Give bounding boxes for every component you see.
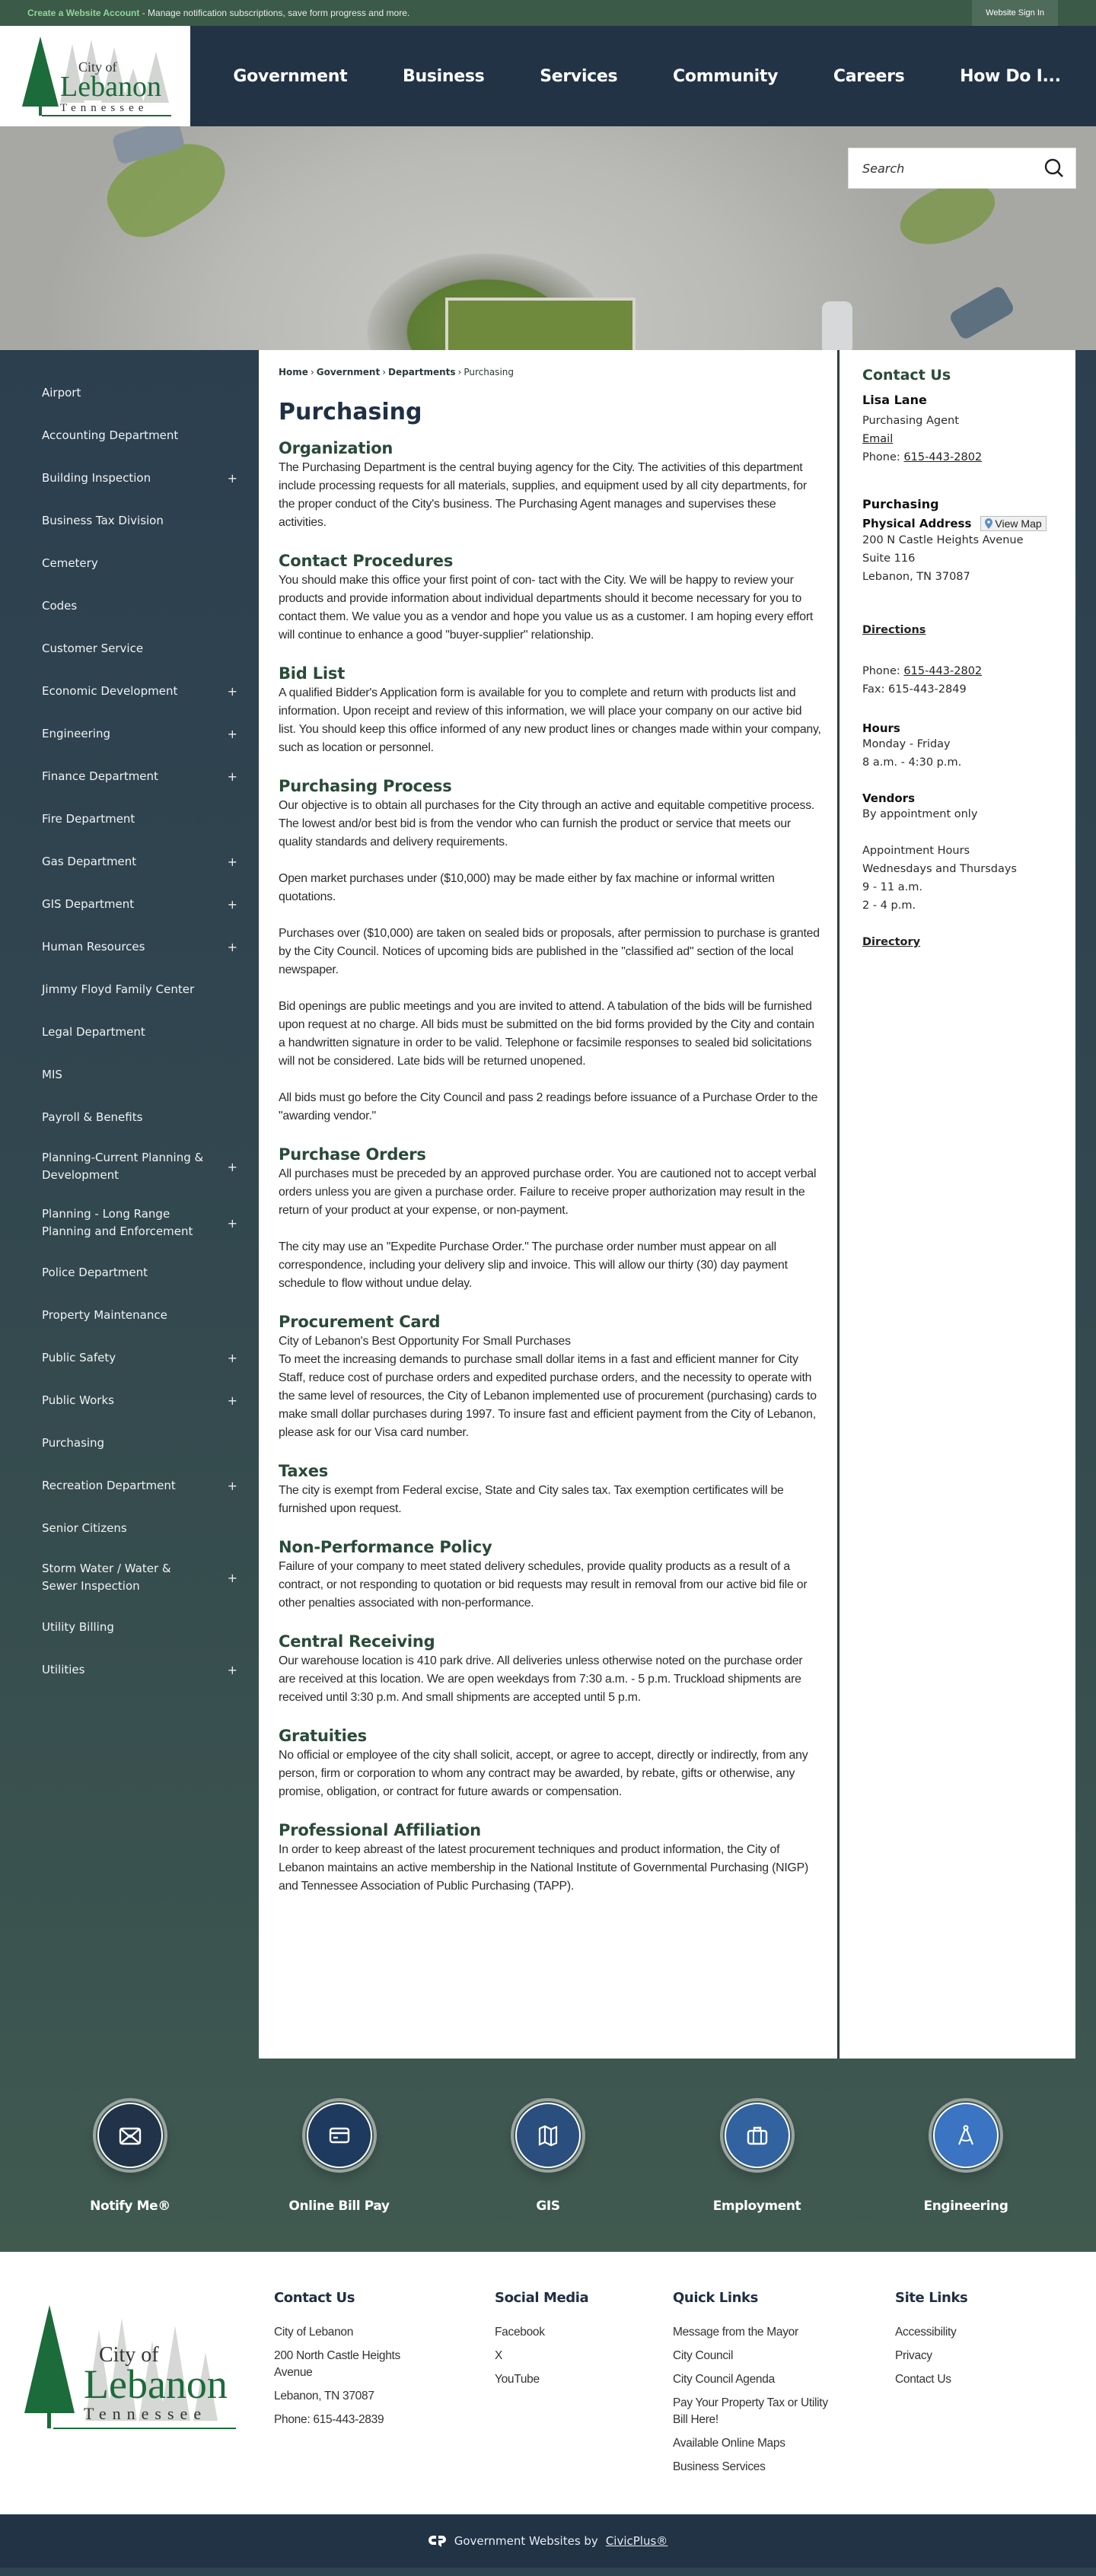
expand-plus-icon[interactable]: + bbox=[227, 1350, 237, 1365]
sidebar-item-mis[interactable] bbox=[0, 1053, 259, 1096]
department-fax: Fax: 615-443-2849 bbox=[862, 683, 967, 696]
quicklink-engineering[interactable]: Engineering bbox=[909, 2098, 1023, 2214]
department-phone: Phone: 615-443-2802 bbox=[862, 665, 983, 677]
top-utility-bar bbox=[0, 0, 1096, 26]
sidebar-item-planning-current-planning-development[interactable] bbox=[0, 1138, 259, 1195]
sidebar-item-label: Building Inspection bbox=[42, 470, 151, 485]
section-heading: Procurement Card bbox=[279, 1313, 441, 1331]
section-paragraph: Bid openings are public meetings and you are invited to attend. A tabulation of the bids will be furnished upon request at no charge. All bids must be submitted on the bid forms provided by the City and contain a handwritten signature in order to be valid. Telephone or facsimile responses to sealed bid solicitations will not be considered. Late bids will be returned unopened. bbox=[279, 1000, 814, 1068]
expand-plus-icon[interactable]: + bbox=[227, 939, 237, 954]
section-contact-procedures bbox=[279, 552, 821, 645]
sidebar-item-purchasing[interactable] bbox=[0, 1422, 259, 1464]
sidebar-item-label: Police Department bbox=[42, 1265, 148, 1279]
section-paragraph: Failure of your company to meet stated delivery schedules, provide quality products as a result of a contract, or not responding to quotation or bid requests may result in removal from our active bid file or other penalties associated with non-performance. bbox=[279, 1560, 808, 1610]
section-professional-affiliation bbox=[279, 1821, 821, 1896]
main-wrapper bbox=[0, 350, 1096, 2252]
department-sidebar bbox=[0, 350, 259, 1706]
sidebar-item-label: Utilities bbox=[42, 1662, 85, 1676]
address-line: Suite 116 bbox=[862, 552, 916, 565]
sidebar-item-label: Airport bbox=[42, 385, 81, 400]
section-paragraph: Open market purchases under ($10,000) may be made either by fax machine or informal written quotations. bbox=[279, 872, 775, 903]
sidebar-item-label: Human Resources bbox=[42, 939, 145, 954]
sidebar-item-business-tax-division[interactable] bbox=[0, 499, 259, 542]
expand-plus-icon[interactable]: + bbox=[227, 1215, 237, 1231]
section-non-performance-policy bbox=[279, 1538, 821, 1613]
vendors-title: Vendors bbox=[862, 791, 916, 805]
section-heading: Bid List bbox=[279, 664, 346, 683]
nav-community[interactable]: Community bbox=[673, 66, 779, 86]
footer-link-accessibility[interactable]: Accessibility bbox=[895, 2326, 957, 2339]
sidebar-item-label: Public Safety bbox=[42, 1350, 116, 1364]
sign-in-button[interactable]: Website Sign In bbox=[972, 0, 1058, 26]
sidebar-item-airport[interactable] bbox=[0, 371, 259, 414]
sidebar-item-customer-service[interactable] bbox=[0, 627, 259, 670]
civicplus-link[interactable]: CivicPlus® bbox=[605, 2534, 668, 2548]
section-purchase-orders bbox=[279, 1145, 821, 1293]
map-icon bbox=[535, 2122, 561, 2148]
sidebar-item-accounting-department[interactable] bbox=[0, 414, 259, 457]
physical-address-label: Physical Address bbox=[862, 517, 972, 530]
section-subheading: City of Lebanon's Best Opportunity For Small Purchases bbox=[279, 1335, 571, 1348]
expand-plus-icon[interactable]: + bbox=[227, 726, 237, 741]
sidebar-item-engineering[interactable] bbox=[0, 712, 259, 755]
footer-link-city-council[interactable]: City Council bbox=[673, 2349, 734, 2362]
contact-email-link[interactable]: Email bbox=[862, 433, 894, 445]
footer-link-online-maps[interactable]: Available Online Maps bbox=[673, 2437, 785, 2450]
svg-text:Lebanon: Lebanon bbox=[60, 71, 161, 103]
sidebar-item-utilities[interactable] bbox=[0, 1648, 259, 1691]
hero-decor bbox=[445, 298, 636, 350]
search-bar bbox=[848, 148, 1076, 189]
sidebar-item-label: Planning - Long Range Planning and Enforcement bbox=[42, 1207, 193, 1238]
expand-plus-icon[interactable]: + bbox=[227, 470, 237, 486]
social-x-link[interactable]: X bbox=[495, 2349, 503, 2362]
page-title: Purchasing bbox=[279, 399, 422, 425]
page-content bbox=[259, 350, 837, 2059]
quicklink-employment[interactable]: Employment bbox=[700, 2098, 814, 2214]
expand-plus-icon[interactable]: + bbox=[227, 1159, 237, 1174]
account-promo-text: - Manage notification subscriptions, save form progress and more. bbox=[139, 8, 410, 18]
envelope-icon bbox=[117, 2122, 143, 2148]
nav-careers[interactable]: Careers bbox=[833, 66, 905, 86]
section-paragraph: The Purchasing Department is the central buying agency for the City. The activities of this department include processing requests for all materials, supplies, and equipment used by all city departments, for the proper conduct of the City's business. The Purchasing Agent manages and supervises these activities. bbox=[279, 461, 807, 529]
footer-link-privacy[interactable]: Privacy bbox=[895, 2349, 932, 2362]
pine-tree-icon bbox=[15, 2299, 236, 2436]
hero-decor bbox=[948, 285, 1015, 342]
site-header bbox=[0, 26, 1096, 126]
directions-link[interactable]: Directions bbox=[862, 624, 926, 636]
footer-social: Social Media Facebook X YouTube bbox=[495, 2290, 673, 2484]
civicplus-logo-icon bbox=[429, 2534, 447, 2548]
map-pin-icon bbox=[985, 518, 992, 529]
section-heading: Taxes bbox=[279, 1462, 329, 1480]
briefcase-icon bbox=[744, 2122, 770, 2148]
svg-text:Tennessee: Tennessee bbox=[84, 2404, 208, 2423]
sidebar-item-fire-department[interactable] bbox=[0, 798, 259, 840]
hero-decor bbox=[822, 301, 852, 350]
sidebar-item-label: Payroll & Benefits bbox=[42, 1110, 143, 1124]
account-promo bbox=[27, 8, 409, 18]
social-youtube-link[interactable]: YouTube bbox=[495, 2373, 540, 2386]
quicklink-notify-me[interactable]: Notify Me® bbox=[73, 2098, 187, 2214]
sidebar-item-label: Storm Water / Water & Sewer Inspection bbox=[42, 1562, 171, 1593]
sidebar-item-label: Planning-Current Planning & Development bbox=[42, 1151, 204, 1182]
section-paragraph: To meet the increasing demands to purchase small dollar items in a fast and efficient manner for City Staff, reduce cost of purchase orders and expedited purchase orders, and the necessity to operate with the same level of resources, the City of Lebanon implemented use of procurement (purchasing) cards to make small dollar purchases during 1997. To insure fast and efficient payment from the City of Lebanon, please ask for our Visa card number. bbox=[279, 1353, 817, 1439]
create-account-link[interactable]: Create a Website Account bbox=[27, 8, 140, 18]
sidebar-item-label: Finance Department bbox=[42, 769, 158, 783]
section-heading: Purchase Orders bbox=[279, 1145, 426, 1164]
sidebar-item-payroll-benefits[interactable] bbox=[0, 1096, 259, 1138]
sidebar-item-label: Utility Billing bbox=[42, 1619, 114, 1634]
sidebar-item-label: MIS bbox=[42, 1067, 62, 1081]
sidebar-item-label: Recreation Department bbox=[42, 1478, 176, 1492]
hours-line: 8 a.m. - 4:30 p.m. bbox=[862, 756, 962, 769]
section-procurement-card bbox=[279, 1313, 821, 1442]
section-heading: Contact Procedures bbox=[279, 552, 454, 570]
department-name: Purchasing bbox=[862, 497, 939, 511]
sidebar-item-jimmy-floyd-family-center[interactable] bbox=[0, 968, 259, 1011]
expand-plus-icon[interactable]: + bbox=[227, 1393, 237, 1408]
section-paragraph: A qualified Bidder's Application form is available for you to complete and return with products list and information. Upon receipt and review of this information, we will place your company on our active bid list. You should keep this office informed of any new product lines or changes made within your company, such as location or personnel. bbox=[279, 686, 821, 754]
nav-business[interactable]: Business bbox=[403, 66, 485, 86]
section-paragraph: The city is exempt from Federal excise, State and City sales tax. Tax exemption certificates will be furnished upon request. bbox=[279, 1484, 784, 1515]
credit-bar: Government Websites by CivicPlus® bbox=[0, 2514, 1096, 2568]
contact-sidebar bbox=[837, 350, 1075, 2059]
sidebar-item-label: Fire Department bbox=[42, 811, 135, 826]
sidebar-item-utility-billing[interactable] bbox=[0, 1606, 259, 1648]
site-footer bbox=[0, 2252, 1096, 2514]
appointment-line: 9 - 11 a.m. bbox=[862, 881, 922, 893]
search-input[interactable] bbox=[862, 161, 1043, 176]
section-heading: Non-Performance Policy bbox=[279, 1538, 492, 1556]
sidebar-item-public-safety[interactable] bbox=[0, 1336, 259, 1379]
quicklink-online-bill-pay[interactable]: Online Bill Pay bbox=[282, 2098, 397, 2214]
expand-plus-icon[interactable]: + bbox=[227, 769, 237, 784]
section-heading: Gratuities bbox=[279, 1727, 367, 1745]
expand-plus-icon[interactable]: + bbox=[227, 683, 237, 699]
section-paragraph: The city may use an "Expedite Purchase Order." The purchase order number must appear on all correspondence, including your delivery slip and invoice. This will allow our thirty (30) day payment schedule to flow without undue delay. bbox=[279, 1240, 788, 1290]
quick-links-bar bbox=[0, 2059, 1096, 2252]
breadcrumb: Home › Government › Departments › Purchasing bbox=[279, 367, 514, 377]
main-content-area bbox=[0, 350, 1096, 2059]
content-sections bbox=[279, 439, 821, 1896]
svg-text:City of: City of bbox=[78, 59, 117, 75]
search-icon[interactable] bbox=[1043, 158, 1065, 179]
sidebar-item-legal-department[interactable] bbox=[0, 1011, 259, 1053]
sidebar-item-label: Codes bbox=[42, 598, 78, 613]
city-logo[interactable] bbox=[0, 26, 190, 126]
footer-quick-links: Quick Links Message from the Mayor City Council City Council Agenda Pay Your Property Tax or Utility Bill Here! Available Online Maps Business Services bbox=[673, 2290, 895, 2484]
sidebar-item-recreation-department[interactable] bbox=[0, 1464, 259, 1507]
sidebar-item-label: Senior Citizens bbox=[42, 1520, 127, 1535]
credit-card-icon bbox=[327, 2122, 352, 2148]
footer-link-council-agenda[interactable]: City Council Agenda bbox=[673, 2373, 775, 2386]
sidebar-item-police-department[interactable] bbox=[0, 1251, 259, 1294]
sidebar-item-label: Economic Development bbox=[42, 683, 178, 698]
section-organization bbox=[279, 439, 821, 532]
sidebar-item-gis-department[interactable] bbox=[0, 883, 259, 925]
section-gratuities bbox=[279, 1727, 821, 1801]
compass-icon bbox=[953, 2122, 979, 2148]
sidebar-item-cemetery[interactable] bbox=[0, 542, 259, 584]
pine-tree-icon bbox=[11, 30, 179, 122]
sidebar-item-human-resources[interactable] bbox=[0, 925, 259, 968]
footer-site-links: Site Links Accessibility Privacy Contact Us bbox=[895, 2290, 967, 2484]
sidebar-item-label: Customer Service bbox=[42, 641, 144, 655]
expand-plus-icon[interactable]: + bbox=[227, 854, 237, 869]
sidebar-item-label: Business Tax Division bbox=[42, 513, 164, 527]
sidebar-item-senior-citizens[interactable] bbox=[0, 1507, 259, 1549]
sidebar-item-planning-long-range-planning-and-enforcement[interactable] bbox=[0, 1195, 259, 1251]
footer-link-pay-tax[interactable]: Pay Your Property Tax or Utility Bill Here! bbox=[673, 2396, 828, 2426]
directory-link[interactable]: Directory bbox=[862, 936, 921, 948]
address-line: 200 N Castle Heights Avenue bbox=[862, 534, 1024, 546]
nav-how-do-i[interactable]: How Do I... bbox=[960, 66, 1061, 86]
section-purchasing-process bbox=[279, 777, 821, 1126]
footer-logo[interactable] bbox=[15, 2299, 236, 2436]
section-central-receiving bbox=[279, 1632, 821, 1707]
expand-plus-icon[interactable]: + bbox=[227, 1570, 237, 1585]
sidebar-item-label: Legal Department bbox=[42, 1024, 145, 1039]
sidebar-item-storm-water-water-sewer-inspection[interactable] bbox=[0, 1549, 259, 1606]
contact-phone: Phone: 615-443-2802 bbox=[862, 451, 983, 463]
hours-line: Monday - Friday bbox=[862, 738, 951, 750]
svg-text:Lebanon: Lebanon bbox=[84, 2361, 228, 2407]
footer-contact: Contact Us City of Lebanon 200 North Castle Heights Avenue Lebanon, TN 37087 Phone: 615-443-2839 bbox=[274, 2290, 400, 2426]
sidebar-item-gas-department[interactable] bbox=[0, 840, 259, 883]
address-line: Lebanon, TN 37087 bbox=[862, 571, 970, 583]
breadcrumb-home[interactable]: Home bbox=[279, 367, 308, 377]
section-paragraph: No official or employee of the city shall solicit, accept, or agree to accept, directly or indirectly, from any person, firm or corporation to whom any contract may be awarded, by rebate, gifts or otherwise, any promise, obligation, or contract for future awards or compensation. bbox=[279, 1749, 808, 1798]
sidebar-item-label: Engineering bbox=[42, 726, 110, 740]
breadcrumb-departments[interactable]: Departments bbox=[388, 367, 456, 377]
sidebar-item-codes[interactable] bbox=[0, 584, 259, 627]
sidebar-item-label: Property Maintenance bbox=[42, 1307, 167, 1322]
section-paragraph: Purchases over ($10,000) are taken on sealed bids or proposals, after permission to purchase is granted by the City Council. Notices of upcoming bids are published in the "classified ad" section of the local newspaper. bbox=[279, 927, 820, 976]
footer-link-mayor[interactable]: Message from the Mayor bbox=[673, 2326, 798, 2339]
social-facebook-link[interactable]: Facebook bbox=[495, 2326, 545, 2339]
vendors-line: By appointment only bbox=[862, 808, 978, 820]
section-paragraph: You should make this office your first point of con- tact with the City. We will be happy to review your products and provide information about individual departments should it become necessary for you to contact them. We value you as a vendor and hope you value us as a customer. I am hoping every effort will continue to enhance a good "buyer-supplier" relationship. bbox=[279, 574, 814, 642]
sidebar-item-label: Cemetery bbox=[42, 556, 98, 570]
sidebar-item-label: Jimmy Floyd Family Center bbox=[42, 982, 195, 996]
sidebar-item-label: Public Works bbox=[42, 1393, 114, 1407]
nav-government[interactable]: Government bbox=[233, 66, 348, 86]
contact-phone-link[interactable]: 615-443-2802 bbox=[903, 451, 983, 463]
breadcrumb-current: Purchasing bbox=[464, 367, 514, 377]
nav-services[interactable]: Services bbox=[540, 66, 618, 86]
section-paragraph: In order to keep abreast of the latest procurement techniques and product information, the City of Lebanon maintains an active membership in the National Institute of Governmental Purchasing (NIGP) and Tennessee Association of Public Purchasing (TAPP). bbox=[279, 1843, 809, 1893]
quicklink-gis[interactable]: GIS bbox=[491, 2098, 605, 2214]
appointment-line: 2 - 4 p.m. bbox=[862, 900, 916, 912]
section-heading: Organization bbox=[279, 439, 393, 457]
sidebar-item-label: GIS Department bbox=[42, 896, 135, 911]
expand-plus-icon[interactable]: + bbox=[227, 1662, 237, 1677]
sidebar-item-property-maintenance[interactable] bbox=[0, 1294, 259, 1336]
section-bid-list bbox=[279, 664, 821, 757]
sidebar-item-label: Gas Department bbox=[42, 854, 137, 868]
section-heading: Central Receiving bbox=[279, 1632, 435, 1651]
sidebar-item-label: Purchasing bbox=[42, 1435, 105, 1450]
section-taxes bbox=[279, 1462, 821, 1518]
sidebar-item-label: Accounting Department bbox=[42, 428, 179, 442]
physical-address-row bbox=[862, 516, 1060, 531]
sidebar-item-building-inspection[interactable] bbox=[0, 457, 259, 499]
sidebar-item-public-works[interactable] bbox=[0, 1379, 259, 1422]
contact-title: Contact Us bbox=[862, 367, 951, 384]
section-heading: Purchasing Process bbox=[279, 777, 452, 795]
section-heading: Professional Affiliation bbox=[279, 1821, 481, 1839]
svg-text:Tennessee: Tennessee bbox=[60, 102, 148, 114]
footer-link-contact[interactable]: Contact Us bbox=[895, 2373, 951, 2386]
sidebar-item-finance-department[interactable] bbox=[0, 755, 259, 798]
contact-name: Lisa Lane bbox=[862, 393, 927, 407]
appointment-line: Appointment Hours bbox=[862, 845, 970, 857]
hours-title: Hours bbox=[862, 721, 900, 735]
appointment-line: Wednesdays and Thursdays bbox=[862, 863, 1017, 875]
section-paragraph: All bids must go before the City Council and pass 2 readings before issuance of a Purchase Order to the "awarding vendor." bbox=[279, 1091, 818, 1122]
section-paragraph: Our objective is to obtain all purchases for the City through an active and equitable competitive process. The lowest and/or best bid is from the vendor who can furnish the product or service that meets our quality standards and delivery requirements. bbox=[279, 799, 815, 849]
expand-plus-icon[interactable]: + bbox=[227, 896, 237, 912]
svg-text:City of: City of bbox=[99, 2343, 159, 2367]
footer-link-business-services[interactable]: Business Services bbox=[673, 2460, 766, 2473]
breadcrumb-government[interactable]: Government bbox=[316, 367, 381, 377]
main-nav bbox=[190, 26, 1096, 126]
hero-banner bbox=[0, 126, 1096, 350]
contact-role: Purchasing Agent bbox=[862, 415, 959, 427]
section-paragraph: All purchases must be preceded by an approved purchase order. You are cautioned not to accept verbal orders unless you are given a purchase order. Failure to receive proper authorization may result in the return of your product at your expense, or non-payment. bbox=[279, 1167, 817, 1217]
department-phone-link[interactable]: 615-443-2802 bbox=[903, 665, 983, 677]
view-map-button[interactable]: View Map bbox=[980, 516, 1046, 531]
sidebar-item-economic-development[interactable] bbox=[0, 670, 259, 712]
expand-plus-icon[interactable]: + bbox=[227, 1478, 237, 1493]
section-paragraph: Our warehouse location is 410 park drive. All deliveries unless otherwise noted on the purchase order are received at this location. We are open weekdays from 7:30 a.m. - 5 p.m. Truckload shipments are received until 3:30 p.m. And small shipments are accepted until 5 p.m. bbox=[279, 1654, 803, 1704]
